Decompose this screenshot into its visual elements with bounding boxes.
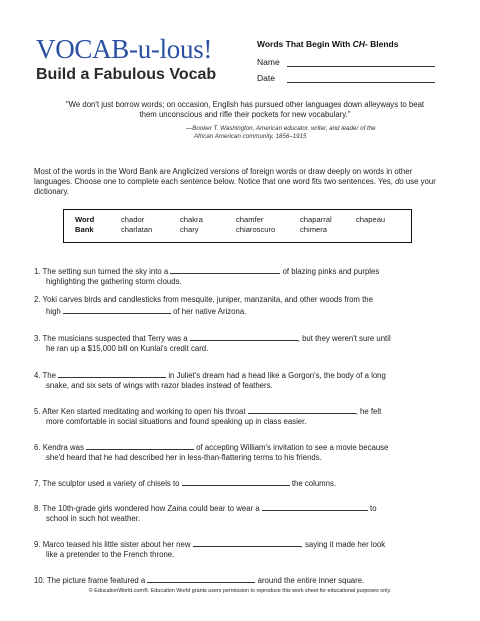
question-6 bbox=[34, 441, 448, 463]
question-2 bbox=[34, 295, 448, 317]
question-4 bbox=[34, 369, 448, 391]
date-blank[interactable] bbox=[287, 73, 435, 83]
question-7 bbox=[34, 477, 448, 489]
word-bank-word: chakra bbox=[180, 215, 203, 224]
instructions bbox=[34, 167, 448, 198]
logo-subtitle: Build a Fabulous Vocab bbox=[36, 66, 217, 83]
question-number: 9. bbox=[34, 540, 41, 549]
question-number: 10. bbox=[34, 576, 45, 585]
answer-blank[interactable] bbox=[190, 332, 298, 341]
question-text: Kendra was bbox=[42, 443, 84, 452]
question-text: more comfortable in social situations and found speaking up in class easier. bbox=[46, 417, 307, 427]
answer-blank[interactable] bbox=[58, 369, 166, 378]
question-number: 1. bbox=[34, 267, 41, 276]
question-number: 7. bbox=[34, 479, 41, 488]
question-text: the columns. bbox=[291, 479, 337, 488]
question-number: 6. bbox=[34, 443, 41, 452]
logo bbox=[36, 34, 216, 85]
word-bank-word: chapeau bbox=[356, 215, 386, 224]
answer-blank[interactable] bbox=[170, 265, 280, 274]
question-text: The musicians suspected that Terry was a bbox=[42, 334, 188, 343]
question-text: Marco teased his little sister about her new bbox=[42, 540, 191, 549]
question-1 bbox=[34, 265, 448, 287]
question-text: to bbox=[370, 504, 377, 513]
answer-blank[interactable] bbox=[147, 574, 255, 583]
instructions-part1: Most of the words in the Word Bank are Anglicized versions of foreign words or draw deeply on words in other languages. Choose one to complete each sentence below. Notice that one word fits two sentences. Yes, bbox=[34, 167, 413, 187]
question-text: of her native Arizona. bbox=[173, 307, 247, 317]
date-label: Date bbox=[257, 73, 275, 83]
worksheet-title-prefix: Words That Begin With bbox=[257, 39, 353, 49]
word-bank-label-line2: Bank bbox=[75, 225, 94, 234]
answer-blank[interactable] bbox=[182, 477, 290, 486]
question-text: like a pretender to the French throne. bbox=[46, 550, 175, 560]
question-text: snake, and six sets of wings with razor blades instead of feathers. bbox=[46, 381, 273, 391]
worksheet-title-em: CH- bbox=[352, 39, 368, 49]
word-bank-word: chador bbox=[121, 215, 145, 224]
question-text: of accepting William's invitation to see a movie because bbox=[196, 443, 389, 452]
name-label: Name bbox=[257, 57, 280, 67]
logo-title: VOCAB-u-lous! bbox=[36, 34, 213, 64]
date-field[interactable] bbox=[257, 73, 435, 83]
question-number: 4. bbox=[34, 371, 41, 380]
worksheet-title-suffix: Blends bbox=[367, 39, 399, 49]
question-text: The setting sun turned the sky into a bbox=[42, 267, 169, 276]
copyright-footer: © EducationWorld.com®. Education World grants users permission to reproduce this work sheet for educational purposes only. bbox=[88, 588, 392, 594]
instructions-part2: use your dictionary. bbox=[34, 177, 436, 197]
question-number: 2. bbox=[34, 295, 41, 304]
question-text: The bbox=[42, 371, 56, 380]
question-8 bbox=[34, 502, 448, 524]
question-text: school in such hot weather. bbox=[46, 514, 141, 524]
question-text: around the entire inner square. bbox=[257, 576, 365, 585]
instructions-emphasis: do bbox=[395, 177, 404, 187]
word-bank bbox=[63, 209, 412, 243]
question-text: of blazing pinks and purples bbox=[282, 267, 380, 276]
answer-blank[interactable] bbox=[63, 305, 171, 314]
word-bank-word: chiaroscuro bbox=[236, 225, 276, 234]
question-9 bbox=[34, 538, 448, 560]
word-bank-word: chamfer bbox=[236, 215, 264, 224]
question-text: , he felt bbox=[355, 407, 382, 416]
answer-blank[interactable] bbox=[248, 405, 356, 414]
question-text: high bbox=[46, 307, 61, 317]
question-continuation bbox=[34, 305, 448, 317]
question-number: 8. bbox=[34, 504, 41, 513]
question-10 bbox=[34, 574, 448, 586]
word-bank-word: chaparral bbox=[300, 215, 332, 224]
word-bank-word: chary bbox=[180, 225, 199, 234]
question-5 bbox=[34, 405, 448, 427]
question-text: , saying it made her look bbox=[300, 540, 386, 549]
question-number: 5. bbox=[34, 407, 41, 416]
word-bank-label-line1: Word bbox=[75, 215, 95, 224]
worksheet-title bbox=[257, 39, 398, 49]
quote-attribution: —Booker T. Washington, American educator, writer, and leader of the African American community, 1856–1915 bbox=[186, 125, 376, 140]
question-text: After Ken started meditating and working to open his throat bbox=[42, 407, 246, 416]
name-blank[interactable] bbox=[287, 57, 435, 67]
question-text: he ran up a $15,000 bill on Kunlai's credit card. bbox=[46, 344, 209, 354]
question-text: The picture frame featured a bbox=[46, 576, 146, 585]
word-bank-word: chimera bbox=[300, 225, 328, 234]
question-number: 3. bbox=[34, 334, 41, 343]
question-text: she'd heard that he had described her in less-than-flattering terms to his friends. bbox=[46, 453, 322, 463]
question-text: Yoki carves birds and candlesticks from mesquite, juniper, manzanita, and other woods from the bbox=[42, 295, 373, 304]
question-text: The 10th-grade girls wondered how Zaina could bear to wear a bbox=[42, 504, 260, 513]
question-3 bbox=[34, 332, 448, 354]
answer-blank[interactable] bbox=[262, 502, 368, 511]
question-text: The sculptor used a variety of chisels to bbox=[42, 479, 180, 488]
answer-blank[interactable] bbox=[193, 538, 301, 547]
question-text: highlighting the gathering storm clouds. bbox=[46, 277, 182, 287]
name-field[interactable] bbox=[257, 57, 435, 67]
answer-blank[interactable] bbox=[86, 441, 194, 450]
word-bank-word: charlatan bbox=[121, 225, 153, 234]
question-text: in Juliet's dream had a head like a Gorgon's, the body of a long bbox=[168, 371, 386, 380]
question-text: , but they weren't sure until bbox=[297, 334, 391, 343]
quote-text: "We don't just borrow words; on occasion, English has pursued other languages down alleyways to beat them unconscious and rifle their pockets for new vocabulary." bbox=[65, 100, 425, 119]
word-bank-label bbox=[75, 215, 94, 235]
